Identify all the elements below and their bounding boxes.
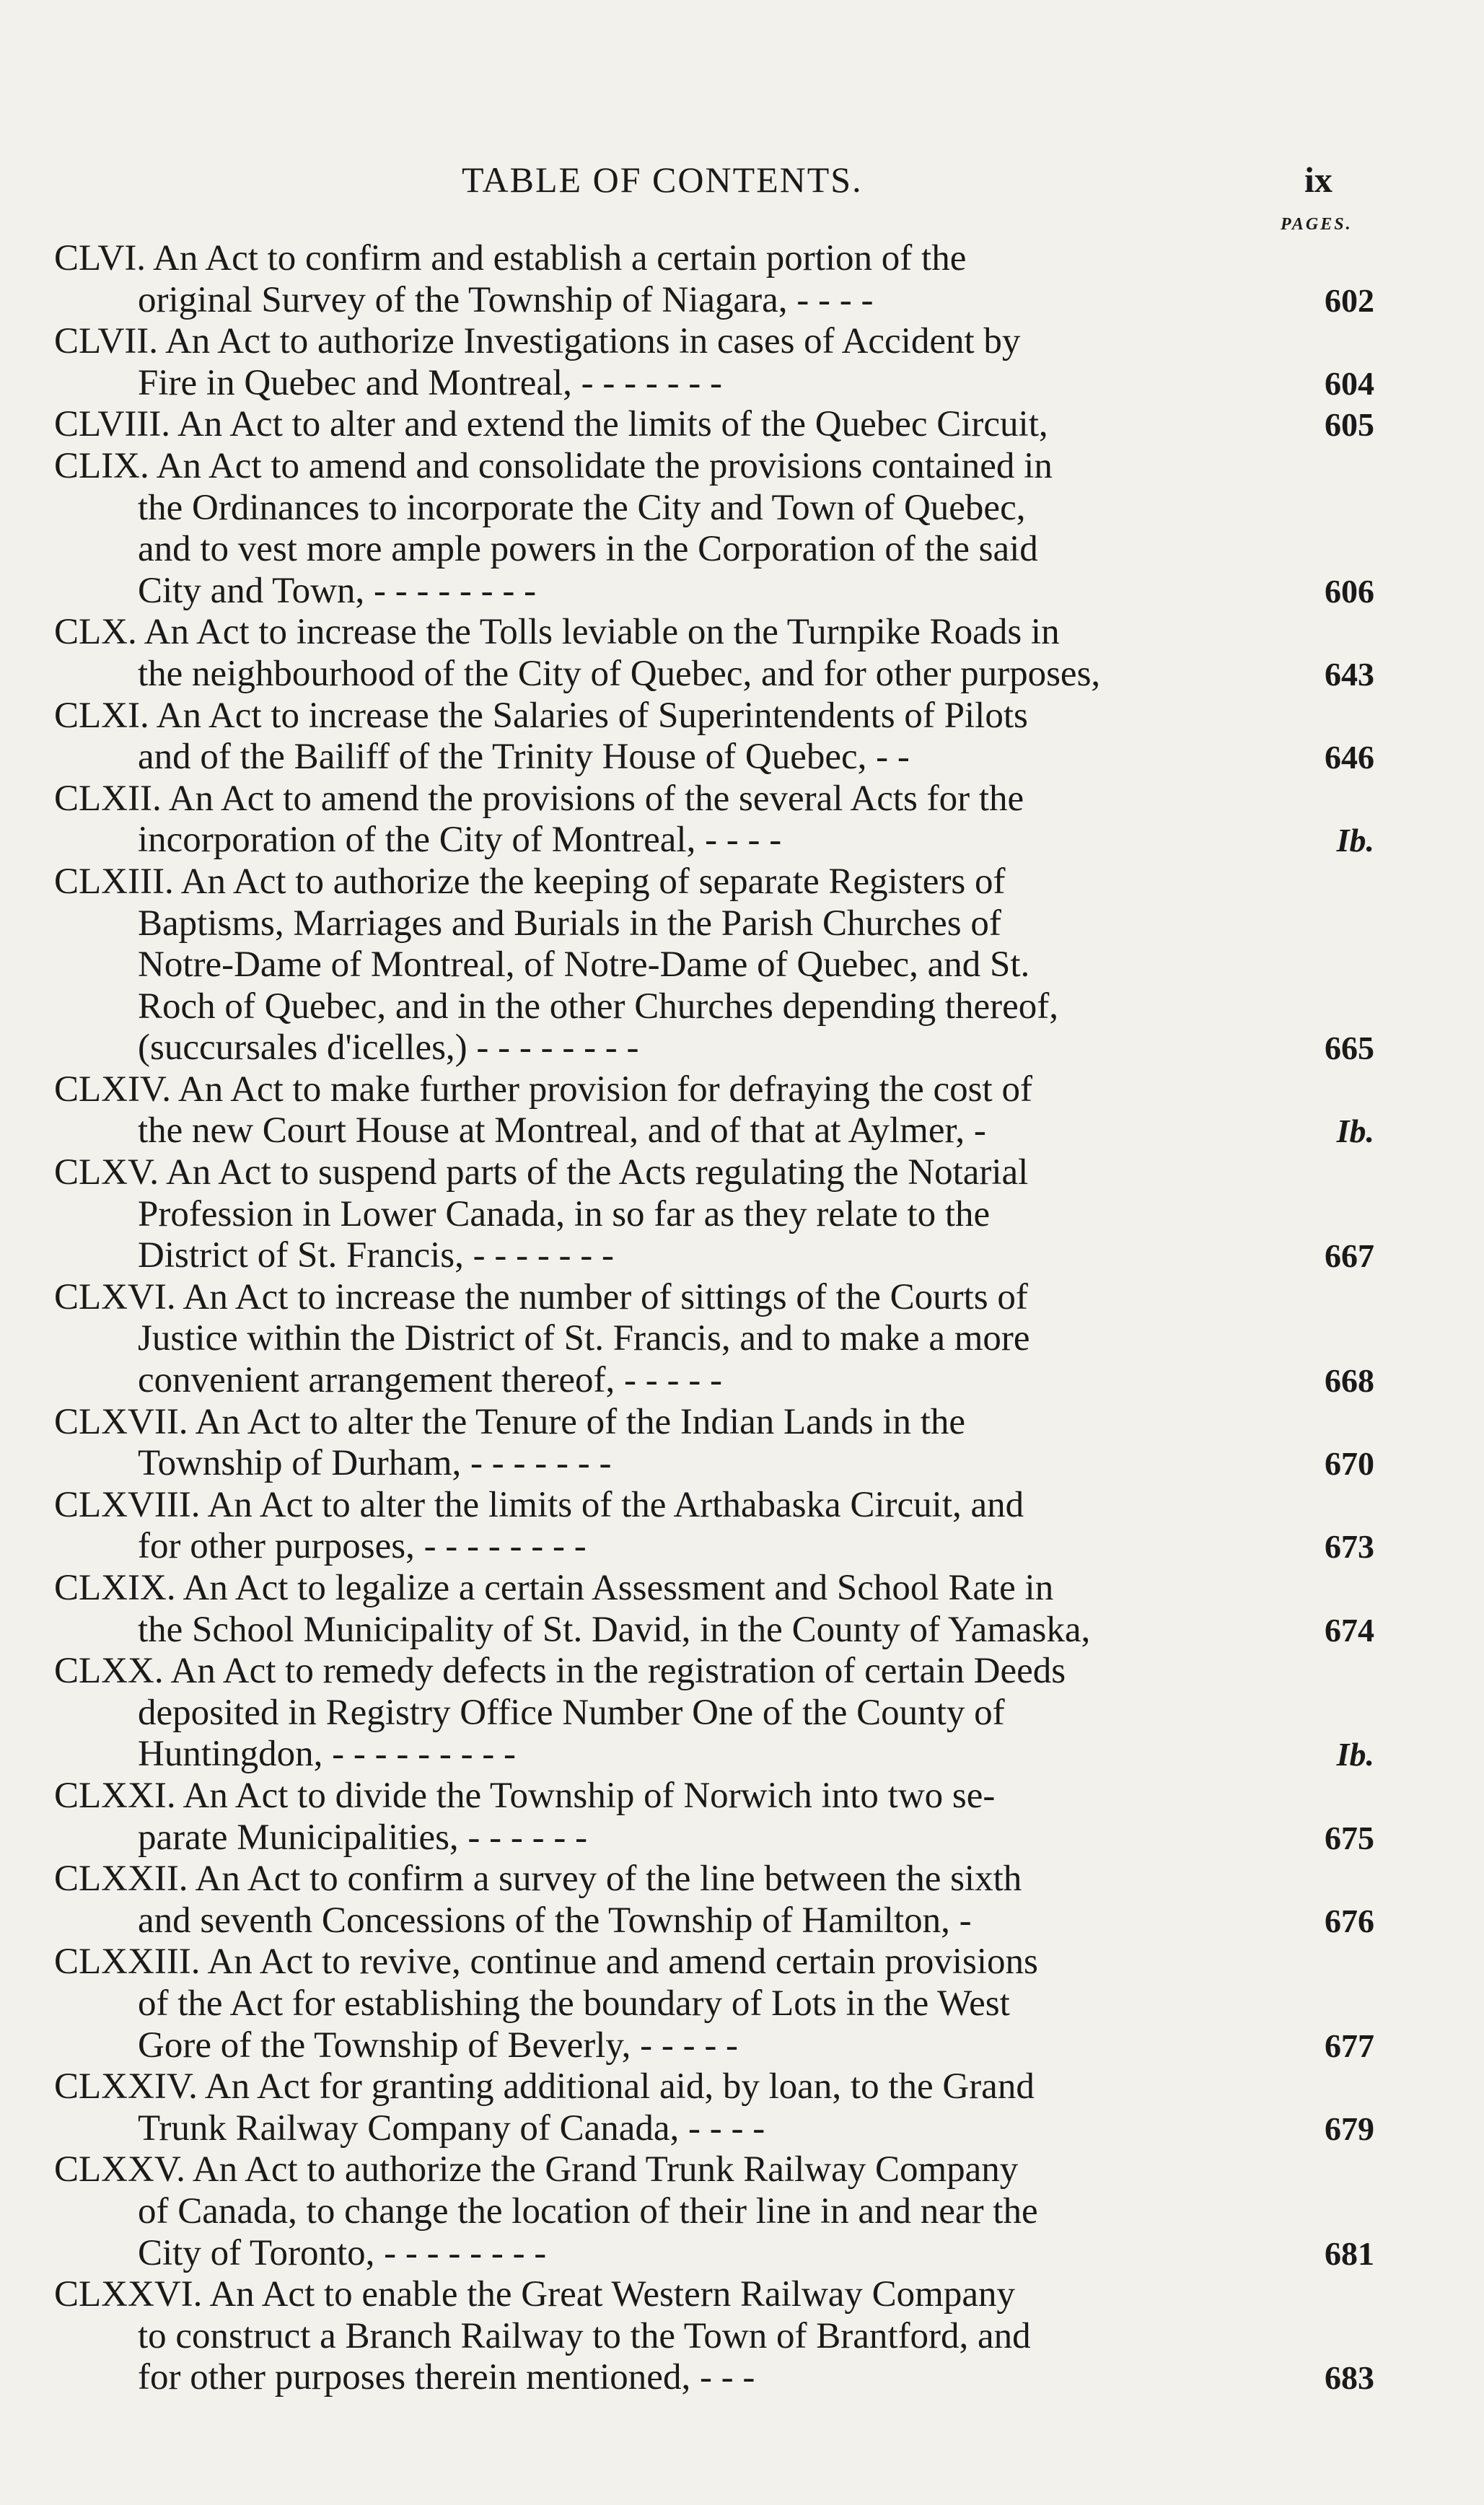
page-reference: 668 [1325, 1362, 1374, 1400]
page-reference: 605 [1325, 406, 1374, 444]
entry-text: CLXV. An Act to suspend parts of the Acts regulating the Notarial [54, 1152, 1029, 1193]
entry-text: deposited in Registry Office Number One of the County of [138, 1692, 1005, 1733]
entry-first-line [54, 1277, 1374, 1319]
entry-first-line [54, 1651, 1374, 1693]
entry-continuation-line [54, 1235, 1374, 1277]
entry-continuation-line [54, 1734, 1374, 1776]
entry-text: City of Toronto, - - - - - - - - [138, 2232, 547, 2273]
toc-entry [54, 696, 1374, 778]
entry-continuation-line [54, 1693, 1374, 1734]
entry-continuation-line [54, 1360, 1374, 1402]
toc-entry [54, 446, 1374, 612]
entry-text: Trunk Railway Company of Canada, - - - - [138, 2107, 765, 2149]
toc-entry [54, 861, 1374, 1069]
entry-text: the neighbourhood of the City of Quebec, and for other purposes, [138, 653, 1101, 694]
entry-first-line [54, 404, 1374, 446]
entry-text: CLXII. An Act to amend the provisions of the several Acts for the [54, 778, 1024, 819]
entry-continuation-line [54, 2025, 1374, 2067]
entry-first-line [54, 321, 1374, 363]
entry-text: CLXXII. An Act to confirm a survey of the line between the sixth [54, 1859, 1022, 1900]
entry-text: and seventh Concessions of the Township of Hamilton, - [138, 1900, 972, 1941]
toc-entry [54, 1485, 1374, 1568]
entry-first-line [54, 778, 1374, 820]
page-reference: Ib. [1336, 1736, 1374, 1773]
entry-first-line [54, 2066, 1374, 2108]
entry-text: Justice within the District of St. Francis, and to make a more [138, 1318, 1030, 1359]
entry-text: convenient arrangement thereof, - - - - - [138, 1360, 722, 1401]
entry-continuation-line [54, 2108, 1374, 2150]
entry-text: Gore of the Township of Beverly, - - - - - [138, 2024, 739, 2066]
page-reference: 673 [1325, 1528, 1374, 1566]
entry-first-line [54, 696, 1374, 737]
page-reference: 679 [1325, 2110, 1374, 2147]
entry-text: the new Court House at Montreal, and of that at Aylmer, - [138, 1110, 986, 1151]
page-reference: 606 [1325, 572, 1374, 610]
entry-continuation-line [54, 488, 1374, 530]
entry-continuation-line [54, 903, 1374, 945]
entry-text: original Survey of the Township of Niagara, - - - - [138, 279, 874, 320]
page-reference: 677 [1325, 2027, 1374, 2064]
entry-first-line [54, 1152, 1374, 1194]
entry-first-line [54, 446, 1374, 488]
entry-text: incorporation of the City of Montreal, - - - - [138, 820, 782, 861]
entry-text: CLIX. An Act to amend and consolidate the provisions contained in [54, 445, 1053, 486]
entry-continuation-line [54, 1610, 1374, 1651]
toc-entry [54, 2066, 1374, 2149]
entry-text: to construct a Branch Railway to the Town of Brantford, and [138, 2315, 1031, 2356]
page-reference: 676 [1325, 1902, 1374, 1939]
entry-continuation-line [54, 1027, 1374, 1069]
page-reference: 665 [1325, 1030, 1374, 1067]
page-reference: Ib. [1336, 822, 1374, 859]
entry-text: CLXIX. An Act to legalize a certain Assessment and School Rate in [54, 1568, 1054, 1608]
entry-text: the School Municipality of St. David, in the County of Yamaska, [138, 1609, 1091, 1650]
entry-continuation-line [54, 1526, 1374, 1568]
entry-continuation-line [54, 1110, 1374, 1152]
entry-text: CLVII. An Act to authorize Investigations in cases of Accident by [54, 321, 1021, 362]
running-header [0, 159, 1484, 209]
toc-entry [54, 2274, 1374, 2399]
entry-text: City and Town, - - - - - - - - [138, 570, 537, 611]
entry-text: CLXI. An Act to increase the Salaries of Superintendents of Pilots [54, 695, 1028, 736]
entry-text: parate Municipalities, - - - - - - [138, 1817, 588, 1858]
toc-entry [54, 1152, 1374, 1277]
entry-text: Notre-Dame of Montreal, of Notre-Dame of Quebec, and St. [138, 944, 1030, 986]
page-reference: 667 [1325, 1237, 1374, 1275]
entry-text: CLXXIV. An Act for granting additional aid, by loan, to the Grand [54, 2066, 1035, 2107]
entry-text: of the Act for establishing the boundary of Lots in the West [138, 1983, 1010, 2024]
entry-continuation-line [54, 1900, 1374, 1942]
page-reference: 674 [1325, 1611, 1374, 1649]
page-reference: 683 [1325, 2359, 1374, 2397]
entry-text: CLXIII. An Act to authorize the keeping of separate Registers of [54, 861, 1006, 902]
page-reference: 675 [1325, 1819, 1374, 1856]
entry-text: District of St. Francis, - - - - - - - [138, 1235, 615, 1276]
entry-continuation-line [54, 571, 1374, 613]
entry-text: Baptisms, Marriages and Burials in the Parish Churches of [138, 903, 1001, 944]
entry-text: CLXXV. An Act to authorize the Grand Trunk Railway Company [54, 2149, 1019, 2190]
entry-continuation-line [54, 986, 1374, 1028]
entry-text: of Canada, to change the location of their line in and near the [138, 2190, 1038, 2232]
entry-text: for other purposes, - - - - - - - - [138, 1526, 587, 1567]
entry-text: and to vest more ample powers in the Corporation of the said [138, 529, 1038, 570]
contents-list [54, 238, 1374, 2399]
entry-continuation-line [54, 1443, 1374, 1485]
entry-text: CLVI. An Act to confirm and establish a certain portion of the [54, 238, 967, 278]
entry-text: CLXVIII. An Act to alter the limits of the Arthabaska Circuit, and [54, 1484, 1024, 1525]
entry-continuation-line [54, 2316, 1374, 2358]
toc-entry [54, 778, 1374, 861]
entry-text: Profession in Lower Canada, in so far as they relate to the [138, 1193, 991, 1234]
toc-entry [54, 1776, 1374, 1859]
entry-continuation-line [54, 2191, 1374, 2233]
entry-continuation-line [54, 1983, 1374, 2025]
toc-entry [54, 404, 1374, 446]
entry-continuation-line [54, 944, 1374, 986]
entry-text: Fire in Quebec and Montreal, - - - - - - - [138, 362, 723, 403]
entry-continuation-line [54, 1817, 1374, 1859]
page-reference: 604 [1325, 364, 1374, 402]
pages-column-label: PAGES. [1281, 215, 1353, 234]
toc-entry [54, 1277, 1374, 1402]
entry-text: Roch of Quebec, and in the other Churches depending thereof, [138, 986, 1058, 1027]
page-number: ix [1304, 159, 1332, 200]
entry-text: CLXIV. An Act to make further provision for defraying the cost of [54, 1069, 1032, 1110]
entry-text: for other purposes therein mentioned, - - - [138, 2357, 755, 2398]
toc-entry [54, 1402, 1374, 1485]
entry-text: CLXXI. An Act to divide the Township of Norwich into two se- [54, 1775, 996, 1816]
entry-text: CLXXVI. An Act to enable the Great Western Railway Company [54, 2274, 1015, 2315]
page-title: TABLE OF CONTENTS. [462, 159, 863, 200]
entry-continuation-line [54, 529, 1374, 571]
entry-continuation-line [54, 820, 1374, 861]
page-reference: 670 [1325, 1445, 1374, 1483]
entry-first-line [54, 861, 1374, 903]
page-reference: Ib. [1336, 1113, 1374, 1150]
entry-continuation-line [54, 654, 1374, 696]
entry-text: CLVIII. An Act to alter and extend the limits of the Quebec Circuit, [54, 404, 1048, 445]
entry-continuation-line [54, 2233, 1374, 2275]
toc-entry [54, 1069, 1374, 1152]
entry-first-line [54, 1069, 1374, 1111]
toc-entry [54, 238, 1374, 321]
toc-entry [54, 1859, 1374, 1942]
entry-text: CLXX. An Act to remedy defects in the registration of certain Deeds [54, 1651, 1066, 1692]
entry-continuation-line [54, 280, 1374, 322]
entry-text: CLXXIII. An Act to revive, continue and amend certain provisions [54, 1942, 1038, 1983]
page-reference: 681 [1325, 2234, 1374, 2272]
entry-text: Township of Durham, - - - - - - - [138, 1443, 612, 1484]
entry-text: CLXVII. An Act to alter the Tenure of the Indian Lands in the [54, 1401, 966, 1442]
entry-first-line [54, 2274, 1374, 2316]
toc-entry [54, 1568, 1374, 1651]
toc-entry [54, 1942, 1374, 2066]
toc-entry [54, 1651, 1374, 1776]
entry-continuation-line [54, 2357, 1374, 2399]
entry-first-line [54, 238, 1374, 280]
entry-continuation-line [54, 363, 1374, 405]
toc-entry [54, 2149, 1374, 2274]
entry-first-line [54, 1776, 1374, 1817]
entry-text: CLX. An Act to increase the Tolls leviable on the Turnpike Roads in [54, 612, 1060, 653]
toc-entry [54, 612, 1374, 695]
entry-first-line [54, 1859, 1374, 1900]
page-reference: 643 [1325, 655, 1374, 693]
entry-continuation-line [54, 1194, 1374, 1236]
entry-continuation-line [54, 737, 1374, 778]
entry-continuation-line [54, 1318, 1374, 1360]
entry-first-line [54, 2149, 1374, 2191]
page-reference: 646 [1325, 739, 1374, 776]
entry-text: and of the Bailiff of the Trinity House of Quebec, - - [138, 737, 910, 778]
entry-text: CLXVI. An Act to increase the number of sittings of the Courts of [54, 1276, 1028, 1317]
entry-text: the Ordinances to incorporate the City and Town of Quebec, [138, 487, 1026, 528]
entry-first-line [54, 1568, 1374, 1610]
entry-first-line [54, 612, 1374, 654]
entry-text: Huntingdon, - - - - - - - - - [138, 1734, 517, 1775]
entry-first-line [54, 1942, 1374, 1983]
entry-text: (succursales d'icelles,) - - - - - - - - [138, 1027, 639, 1069]
entry-first-line [54, 1402, 1374, 1444]
toc-entry [54, 321, 1374, 404]
page-reference: 602 [1325, 281, 1374, 319]
entry-first-line [54, 1485, 1374, 1527]
